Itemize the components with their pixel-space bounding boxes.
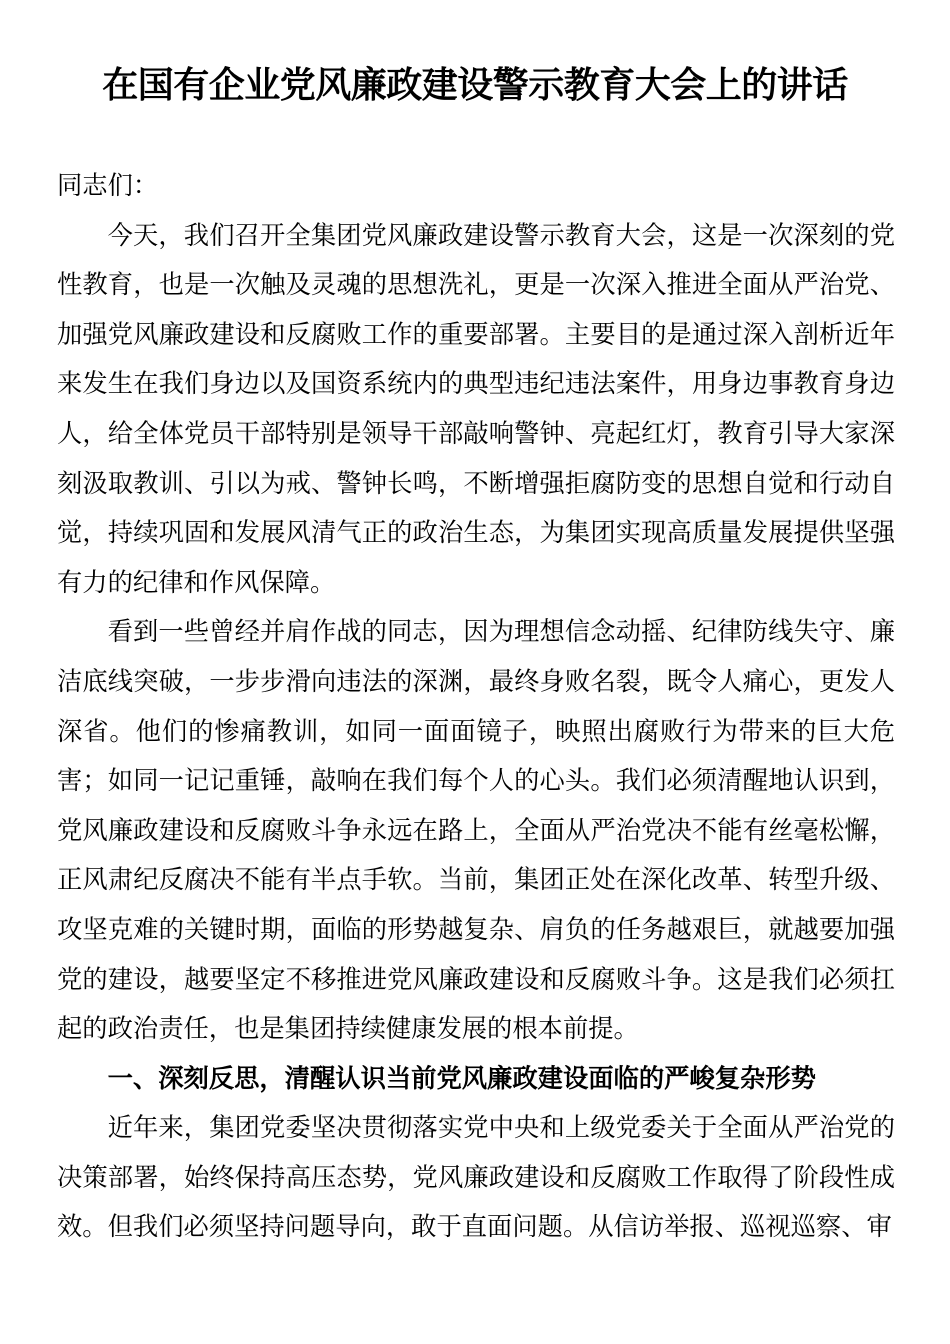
paragraph-section1-body: 近年来，集团党委坚决贯彻落实党中央和上级党委关于全面从严治党的决策部署，始终保持高压态势，党风廉政建设和反腐败工作取得了阶段性成效。但我们必须坚持问题导向，敢于直面问题。从信访举报、巡视巡察、审: [57, 1114, 895, 1242]
paragraph-opening: 今天，我们召开全集团党风廉政建设警示教育大会，这是一次深刻的党性教育，也是一次触及灵魂的思想洗礼，更是一次深入推进全面从严治党、加强党风廉政建设和反腐败工作的重要部署。主要目的是通过深入剖析近年来发生在我们身边以及国资系统内的典型违纪违法案件，用身边事教育身边人，给全体党员干部特别是领导干部敲响警钟、亮起红灯，教育引导大家深刻汲取教训、引以为戒、警钟长鸣，不断增强拒腐防变的思想自觉和行动自觉，持续巩固和发展风清气正的政治生态，为集团实现高质量发展提供坚强有力的纪律和作风保障。: [57, 221, 895, 597]
document-title: 在国有企业党风廉政建设警示教育大会上的讲话: [102, 64, 848, 105]
salutation: 同志们：: [57, 172, 159, 200]
document-body: [57, 162, 895, 1253]
paragraph-reflection: 看到一些曾经并肩作战的同志，因为理想信念动摇、纪律防线失守、廉洁底线突破，一步步滑向违法的深渊，最终身败名裂，既令人痛心，更发人深省。他们的惨痛教训，如同一面面镜子，映照出腐败行为带来的巨大危害；如同一记记重锤，敲响在我们每个人的心头。我们必须清醒地认识到，党风廉政建设和反腐败斗争永远在路上，全面从严治党决不能有丝毫松懈，正风肃纪反腐决不能有半点手软。当前，集团正处在深化改革、转型升级、攻坚克难的关键时期，面临的形势越复杂、肩负的任务越艰巨，就越要加强党的建设，越要坚定不移推进党风廉政建设和反腐败斗争。这是我们必须扛起的政治责任，也是集团持续健康发展的根本前提。: [57, 618, 895, 1044]
section-heading-1: 一、深刻反思，清醒认识当前党风廉政建设面临的严峻复杂形势: [107, 1064, 816, 1093]
